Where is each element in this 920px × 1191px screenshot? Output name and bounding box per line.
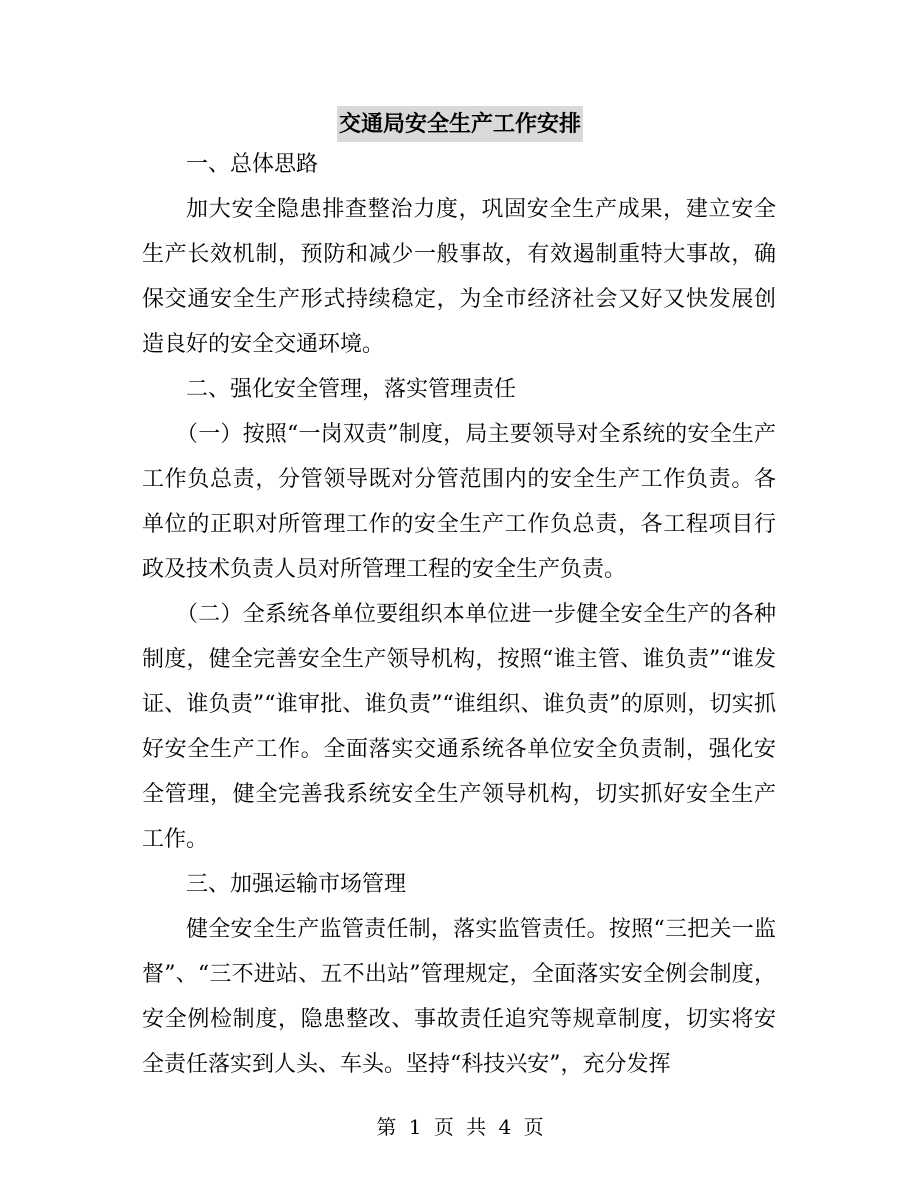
page-footer: 第 1 页 共 4 页 bbox=[376, 1115, 544, 1139]
paragraph-item-2: （二）全系统各单位要组织本单位进一步健全安全生产的各种制度，健全完善安全生产领导机构，按照“谁主管、谁负责”“谁发证、谁负责”“谁审批、谁负责”“谁组织、谁负责”的原则，切实抓好安全生产工作。全面落实交通系统各单位安全负责制，强化安全管理，健全完善我系统安全生产领导机构，切实抓好安全生产工作。 bbox=[142, 602, 776, 852]
title-container bbox=[0, 106, 920, 142]
section-heading-1: 一、总体思路 bbox=[186, 152, 319, 177]
paragraph-item-1: （一）按照“一岗双责”制度，局主要领导对全系统的安全生产工作负总责，分管领导既对分管范围内的安全生产工作负责。各单位的正职对所管理工作的安全生产工作负总责，各工程项目行政及技术负责人员对所管理工程的安全生产负责。 bbox=[142, 422, 776, 582]
section-heading-3: 三、加强运输市场管理 bbox=[186, 872, 407, 897]
document-body bbox=[142, 142, 776, 1087]
paragraph-transport-market: 健全安全生产监管责任制，落实监管责任。按照“三把关一监督”、“三不进站、五不出站”管理规定，全面落实安全例会制度，安全例检制度，隐患整改、事故责任追究等规章制度，切实将安全责任落实到人头、车头。坚持“科技兴安”，充分发挥 bbox=[142, 917, 776, 1077]
document-title: 交通局安全生产工作安排 bbox=[337, 106, 583, 142]
section-heading-2: 二、强化安全管理，落实管理责任 bbox=[186, 377, 517, 402]
paragraph-general-idea: 加大安全隐患排查整治力度，巩固安全生产成果，建立安全生产长效机制，预防和减少一般事故，有效遏制重特大事故，确保交通安全生产形式持续稳定，为全市经济社会又好又快发展创造良好的安全交通环境。 bbox=[142, 197, 776, 357]
